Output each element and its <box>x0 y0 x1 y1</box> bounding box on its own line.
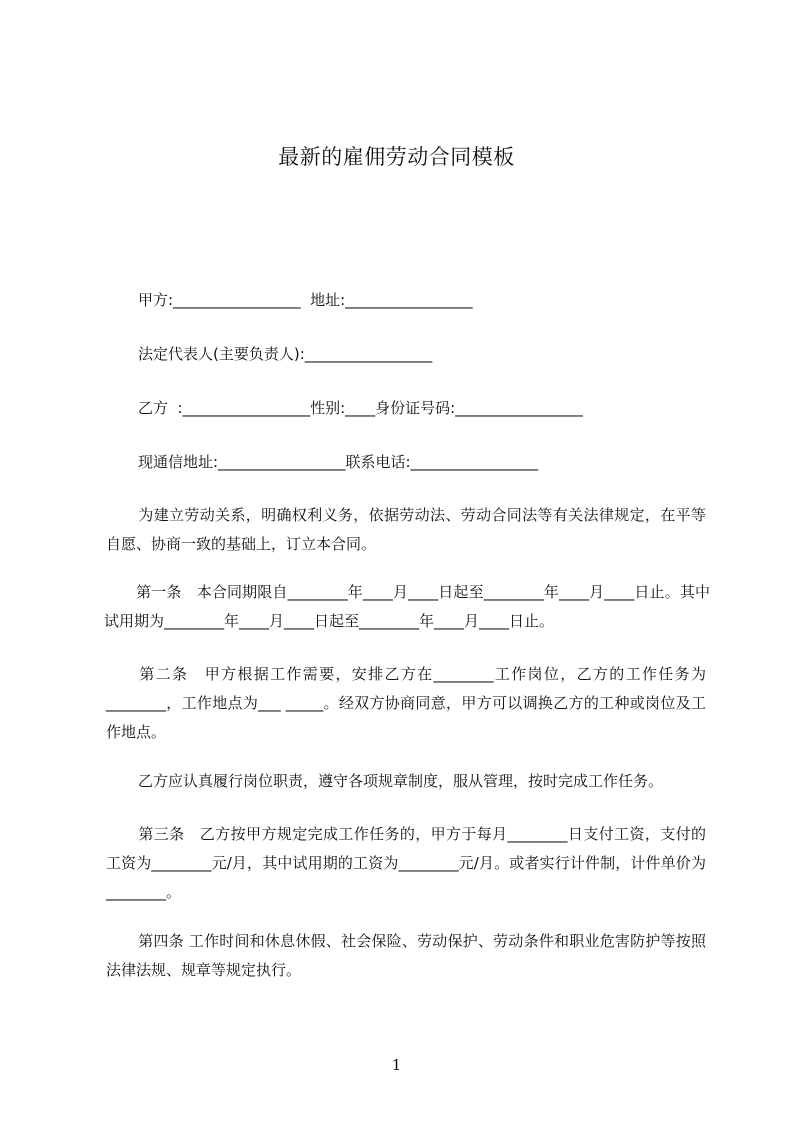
article-1-paragraph <box>104 578 710 636</box>
article-1-text: 第一条 本合同期限自________年____月____日起至________年____月____日止。其中试用期为________年____月____日起至________年____月____日止。 <box>104 583 710 630</box>
duty-paragraph <box>106 767 706 796</box>
article-2-text: 第二条 甲方根据工作需要，安排乙方在________工作岗位，乙方的工作任务为________，工作地点为___ _____。经双方协商同意，甲方可以调换乙方的工种或岗位及工作地点。 <box>106 665 706 741</box>
intro-text: 为建立劳动关系，明确权利义务，依据劳动法、劳动合同法等有关法律规定，在平等自愿、协商一致的基础上，订立本合同。 <box>106 506 706 553</box>
article-4-text: 第四条 工作时间和休息休假、社会保险、劳动保护、劳动条件和职业危害防护等按照法律法规、规章等规定执行。 <box>106 932 706 979</box>
intro-paragraph <box>106 501 706 559</box>
legal-representative-field: 法定代表人(主要负责人):_________________ <box>138 345 433 363</box>
party-b-field: 乙方 :_________________性别:____身份证号码:_________________ <box>138 399 583 417</box>
article-3-text: 第三条 乙方按甲方规定完成工作任务的，甲方于每月________日支付工资，支付的工资为________元/月，其中试用期的工资为________元/月。或者实行计件制，计件单价为________。 <box>106 825 706 901</box>
contact-field: 现通信地址:_________________联系电话:_________________ <box>138 453 539 471</box>
duty-text: 乙方应认真履行岗位职责，遵守各项规章制度，服从管理，按时完成工作任务。 <box>138 772 664 790</box>
article-4-paragraph <box>106 927 706 985</box>
document-title: 最新的雇佣劳动合同模板 <box>278 145 515 169</box>
article-2-paragraph <box>106 660 706 747</box>
page-number: 1 <box>391 1056 402 1074</box>
party-a-field: 甲方:_________________ 地址:_________________ <box>138 291 473 309</box>
article-3-paragraph <box>106 820 706 907</box>
